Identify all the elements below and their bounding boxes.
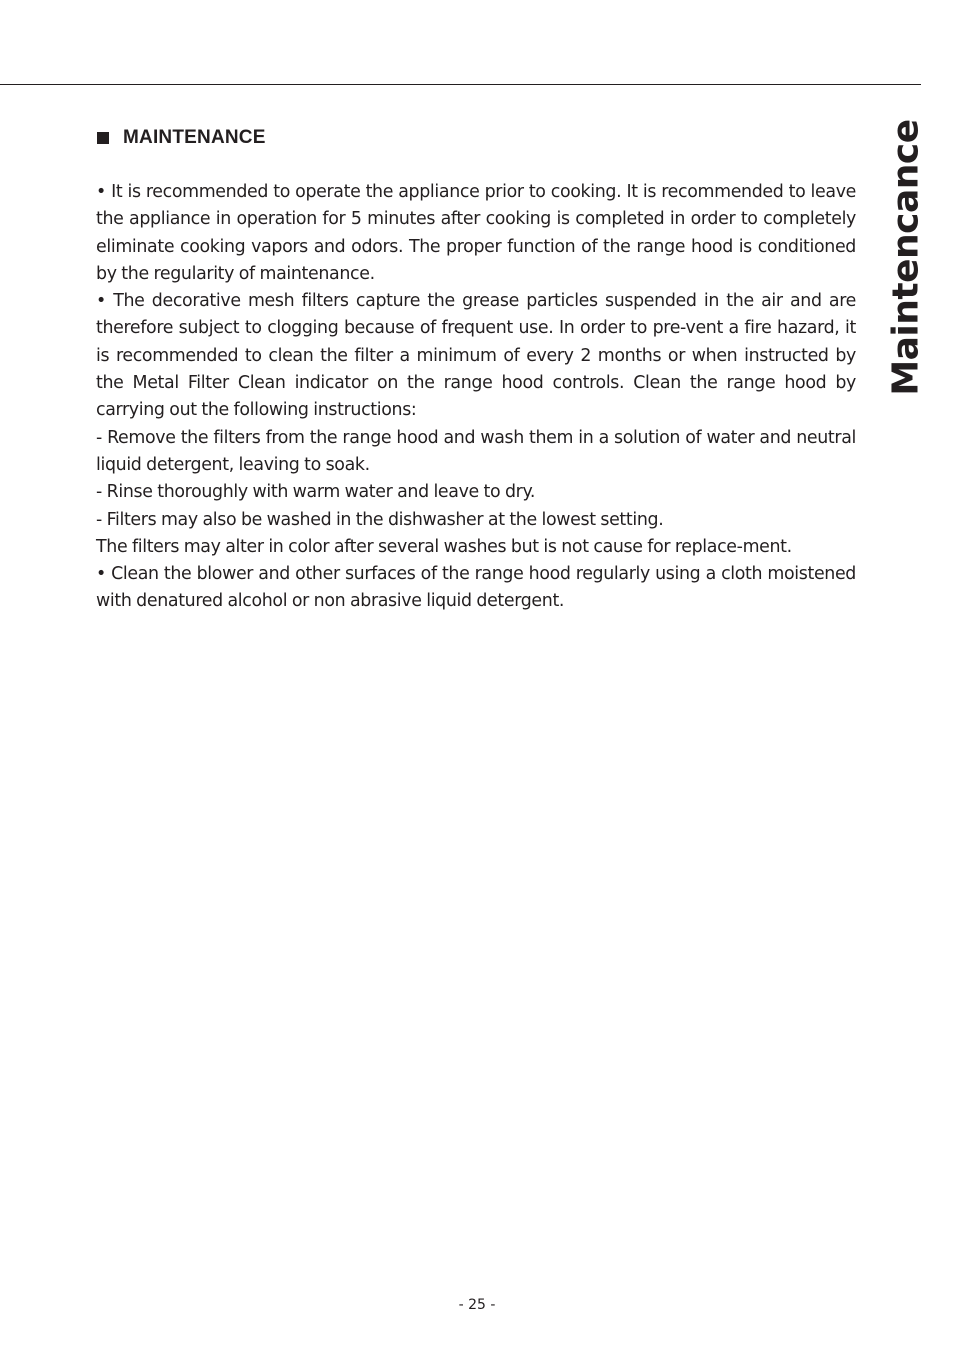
- maintenance-body: [96, 179, 856, 616]
- top-rule: [0, 84, 921, 85]
- section-heading: [97, 125, 266, 151]
- paragraph-clean-blower: • Clean the blower and other surfaces of the range hood regularly using a cloth moistened with denatured alcohol or non abrasive liquid detergent.: [96, 564, 856, 612]
- page-number: - 25 -: [458, 1297, 496, 1313]
- heading-text: MAINTENANCE: [123, 127, 266, 148]
- side-tab-label: Maintencance: [885, 118, 927, 396]
- paragraph-mesh-filters: • The decorative mesh filters capture the grease particles suspended in the air and are therefore subject to clogging because of frequent use. In order to pre-vent a fire hazard, it is recommended to clean the filter a minimum of every 2 months or when instructed by the Metal Filter Clean indicator on the range hood controls. Clean the range hood by carrying out the following instructions:: [96, 291, 856, 421]
- paragraph-color-note: The filters may alter in color after several washes but is not cause for replace-ment.: [96, 536, 792, 557]
- step-dishwasher: - Filters may also be washed in the dishwasher at the lowest setting.: [96, 509, 664, 530]
- step-rinse: - Rinse thoroughly with warm water and leave to dry.: [96, 482, 536, 503]
- side-tab: [885, 118, 927, 396]
- heading-square-icon: [97, 132, 109, 144]
- step-remove-filters: - Remove the filters from the range hood and wash them in a solution of water and neutral liquid detergent, leaving to soak.: [96, 427, 856, 475]
- paragraph-operate-prior: • It is recommended to operate the appliance prior to cooking. It is recommended to leave the appliance in operation for 5 minutes after cooking is completed in order to completely eliminate cooking vapors and odors. The proper function of the range hood is conditioned by the regularity of maintenance.: [96, 182, 856, 284]
